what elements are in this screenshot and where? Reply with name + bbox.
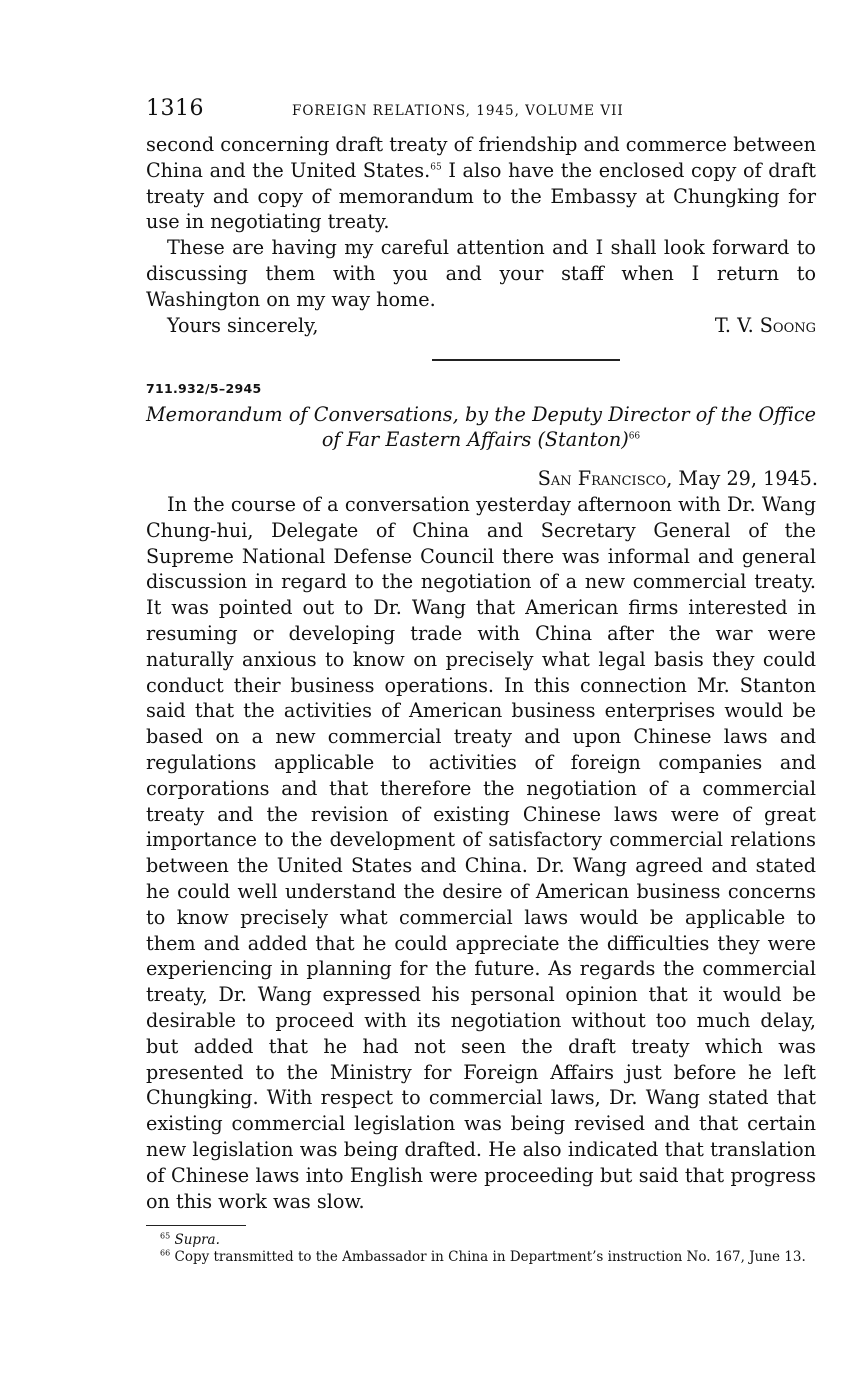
memo-title-text: Memorandum of Conversations, by the Deputy Director of the Office of Far Eastern Affairs (Stanton): [146, 402, 816, 452]
page-header: [146, 96, 816, 132]
memo-title: [146, 402, 816, 454]
footnote-65-text: Supra.: [174, 1232, 220, 1249]
dateline-place-rest-1: an: [550, 467, 578, 491]
dateline-place-initial-2: F: [577, 467, 592, 491]
letter-closing: [146, 313, 816, 339]
footnote-ref-65: 65: [430, 162, 442, 173]
signature: [715, 313, 816, 339]
dateline-place-rest-2: rancisco: [591, 467, 667, 491]
footnote-66: [146, 1249, 816, 1266]
memo-body: In the course of a conversation yesterday afternoon with Dr. Wang Chung-hui, Delegate of China and Secretary General of the Supreme National Defense Council there was informal and general discussion in regard to the negotiation of a new commercial treaty. It was pointed out to Dr. Wang that American firms interested in resuming or developing trade with China after the war were naturally anxious to know on precisely what legal basis they could conduct their business operations. In this connection Mr. Stanton said that the activities of American business enterprises would be based on a new commercial treaty and upon Chinese laws and regulations applicable to activities of foreign companies and corporations and that therefore the negotiation of a commercial treaty and the revision of existing Chinese laws were of great importance to the development of satisfactory commercial relations between the United States and China. Dr. Wang agreed and stated he could well understand the desire of American business concerns to know precisely what commercial laws would be applicable to them and added that he could appreciate the difficulties they were experiencing in planning for the future. As regards the commercial treaty, Dr. Wang expressed his personal opinion that it would be desirable to proceed with its negotiation without too much delay, but added that he had not seen the draft treaty which was presented to the Ministry for Foreign Affairs just before he left Chungking. With respect to commercial laws, Dr. Wang stated that existing commercial legislation was being revised and that certain new legislation was being drafted. He also indicated that translation of Chinese laws into English were proceeding but said that progress on this work was slow.: [146, 493, 816, 1213]
document-page: [146, 96, 816, 1265]
letter-paragraph-1-text-a: second concerning draft treaty of friendship and commerce between China and the United States.: [146, 133, 816, 182]
footnote-ref-66: 66: [628, 432, 641, 443]
complimentary-close: Yours sincerely,: [167, 313, 319, 337]
letter-paragraph-1: [146, 132, 816, 235]
footnote-divider: [146, 1225, 246, 1226]
footnote-66-mark: 66: [160, 1248, 171, 1258]
letter-paragraph-1-text-b: I also have the enclosed copy of draft treaty and copy of memorandum to the Embassy at Chungking for use in negotiating treaty.: [146, 158, 816, 234]
letter-paragraph-2: These are having my careful attention and I shall look forward to discussing them with you and your staff when I return to Washington on my way home.: [146, 236, 816, 311]
section-divider: [432, 359, 620, 360]
signature-surname-rest: oong: [772, 313, 816, 337]
footnote-66-text: Copy transmitted to the Ambassador in China in Department’s instruction No. 167, June 13.: [174, 1248, 806, 1265]
footnote-65: [146, 1232, 816, 1249]
running-head: FOREIGN RELATIONS, 1945, VOLUME VII: [292, 103, 624, 119]
footnote-65-mark: 65: [160, 1231, 171, 1241]
signature-initials: T. V. S: [714, 313, 773, 337]
dateline-date: , May 29, 1945.: [666, 467, 818, 491]
page-number: 1316: [146, 96, 204, 121]
file-number: 711.932/5–2945: [146, 380, 262, 396]
dateline-place-initial-1: S: [537, 467, 551, 491]
dateline: [146, 466, 818, 492]
